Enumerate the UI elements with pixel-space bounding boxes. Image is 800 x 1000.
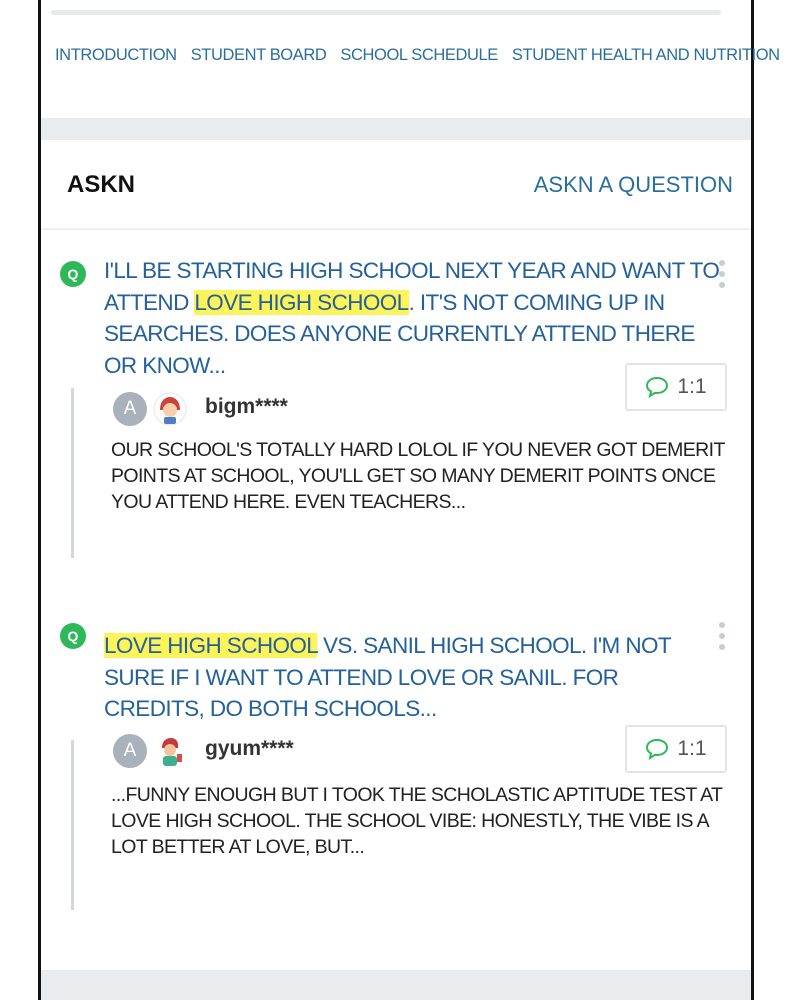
nav-item-school-schedule[interactable]: SCHOOL SCHEDULE [340,46,498,64]
ask-question-link[interactable]: ASKN A QUESTION [533,172,733,197]
speech-bubble-icon [645,376,669,398]
nav-item-student-board[interactable]: STUDENT BOARD [190,46,327,64]
avatar: A [113,392,147,426]
answer-count: 1:1 [677,737,707,760]
nav-item-student-health-nutrition[interactable]: STUDENT HEALTH AND NUTRITION [511,46,780,64]
question-text-pre: I'LL BE STARTING HIGH SCHOOL NEXT YEAR AND WANT TO ATTEND [104,258,720,315]
nav-item-introduction[interactable]: INTRODUCTION [55,46,177,64]
answer-preview[interactable]: ...FUNNY ENOUGH BUT I TOOK THE SCHOLASTIC APTITUDE TEST AT LOVE HIGH SCHOOL. THE SCHOOL VIBE: HONESTLY, THE VIBE IS A LOT BETTER AT LOVE, BUT... [111,784,723,858]
answer-count-button[interactable] [625,363,727,411]
question-highlight: LOVE HIGH SCHOOL [104,633,318,658]
question-text-post: VS. SANIL HIGH SCHOOL. I'M NOT SURE IF I WANT TO ATTEND LOVE OR SANIL. FOR CREDITS, DO BOTH SCHOOLS... [104,633,671,721]
character-avatar [153,734,187,768]
section-separator [41,118,751,140]
avatar: A [113,734,147,768]
question-title[interactable] [104,630,724,725]
character-avatar [153,392,187,426]
question-highlight: LOVE HIGH SCHOOL [194,289,409,315]
answer-username[interactable]: bigm**** [205,395,288,418]
thread-line [71,740,74,910]
app-frame [38,0,780,1000]
answer-preview[interactable]: OUR SCHOOL'S TOTALLY HARD LOLOL IF YOU NEVER GOT DEMERIT POINTS AT SCHOOL, YOU'LL GET SO MANY DEMERIT POINTS ONCE YOU ATTEND HERE. EVEN TEACHERS... [111,439,725,513]
answer-count: 1:1 [677,375,707,398]
section-separator [41,970,751,1000]
answer-username[interactable]: gyum**** [205,737,294,760]
section-title: ASKN [67,171,136,198]
scroll-indicator-bar [51,10,721,15]
more-options-icon[interactable] [719,260,725,293]
top-nav [55,46,780,65]
question-text-post: . IT'S NOT COMING UP IN SEARCHES. DOES ANYONE CURRENTLY ATTEND THERE OR KNOW... [104,289,695,378]
thread-line [71,388,74,558]
question-badge-icon: Q [60,623,86,649]
speech-bubble-icon [645,738,669,760]
question-badge-icon: Q [60,261,86,287]
more-options-icon[interactable] [719,622,725,655]
header-divider [41,228,751,230]
answer-count-button[interactable] [625,725,727,773]
